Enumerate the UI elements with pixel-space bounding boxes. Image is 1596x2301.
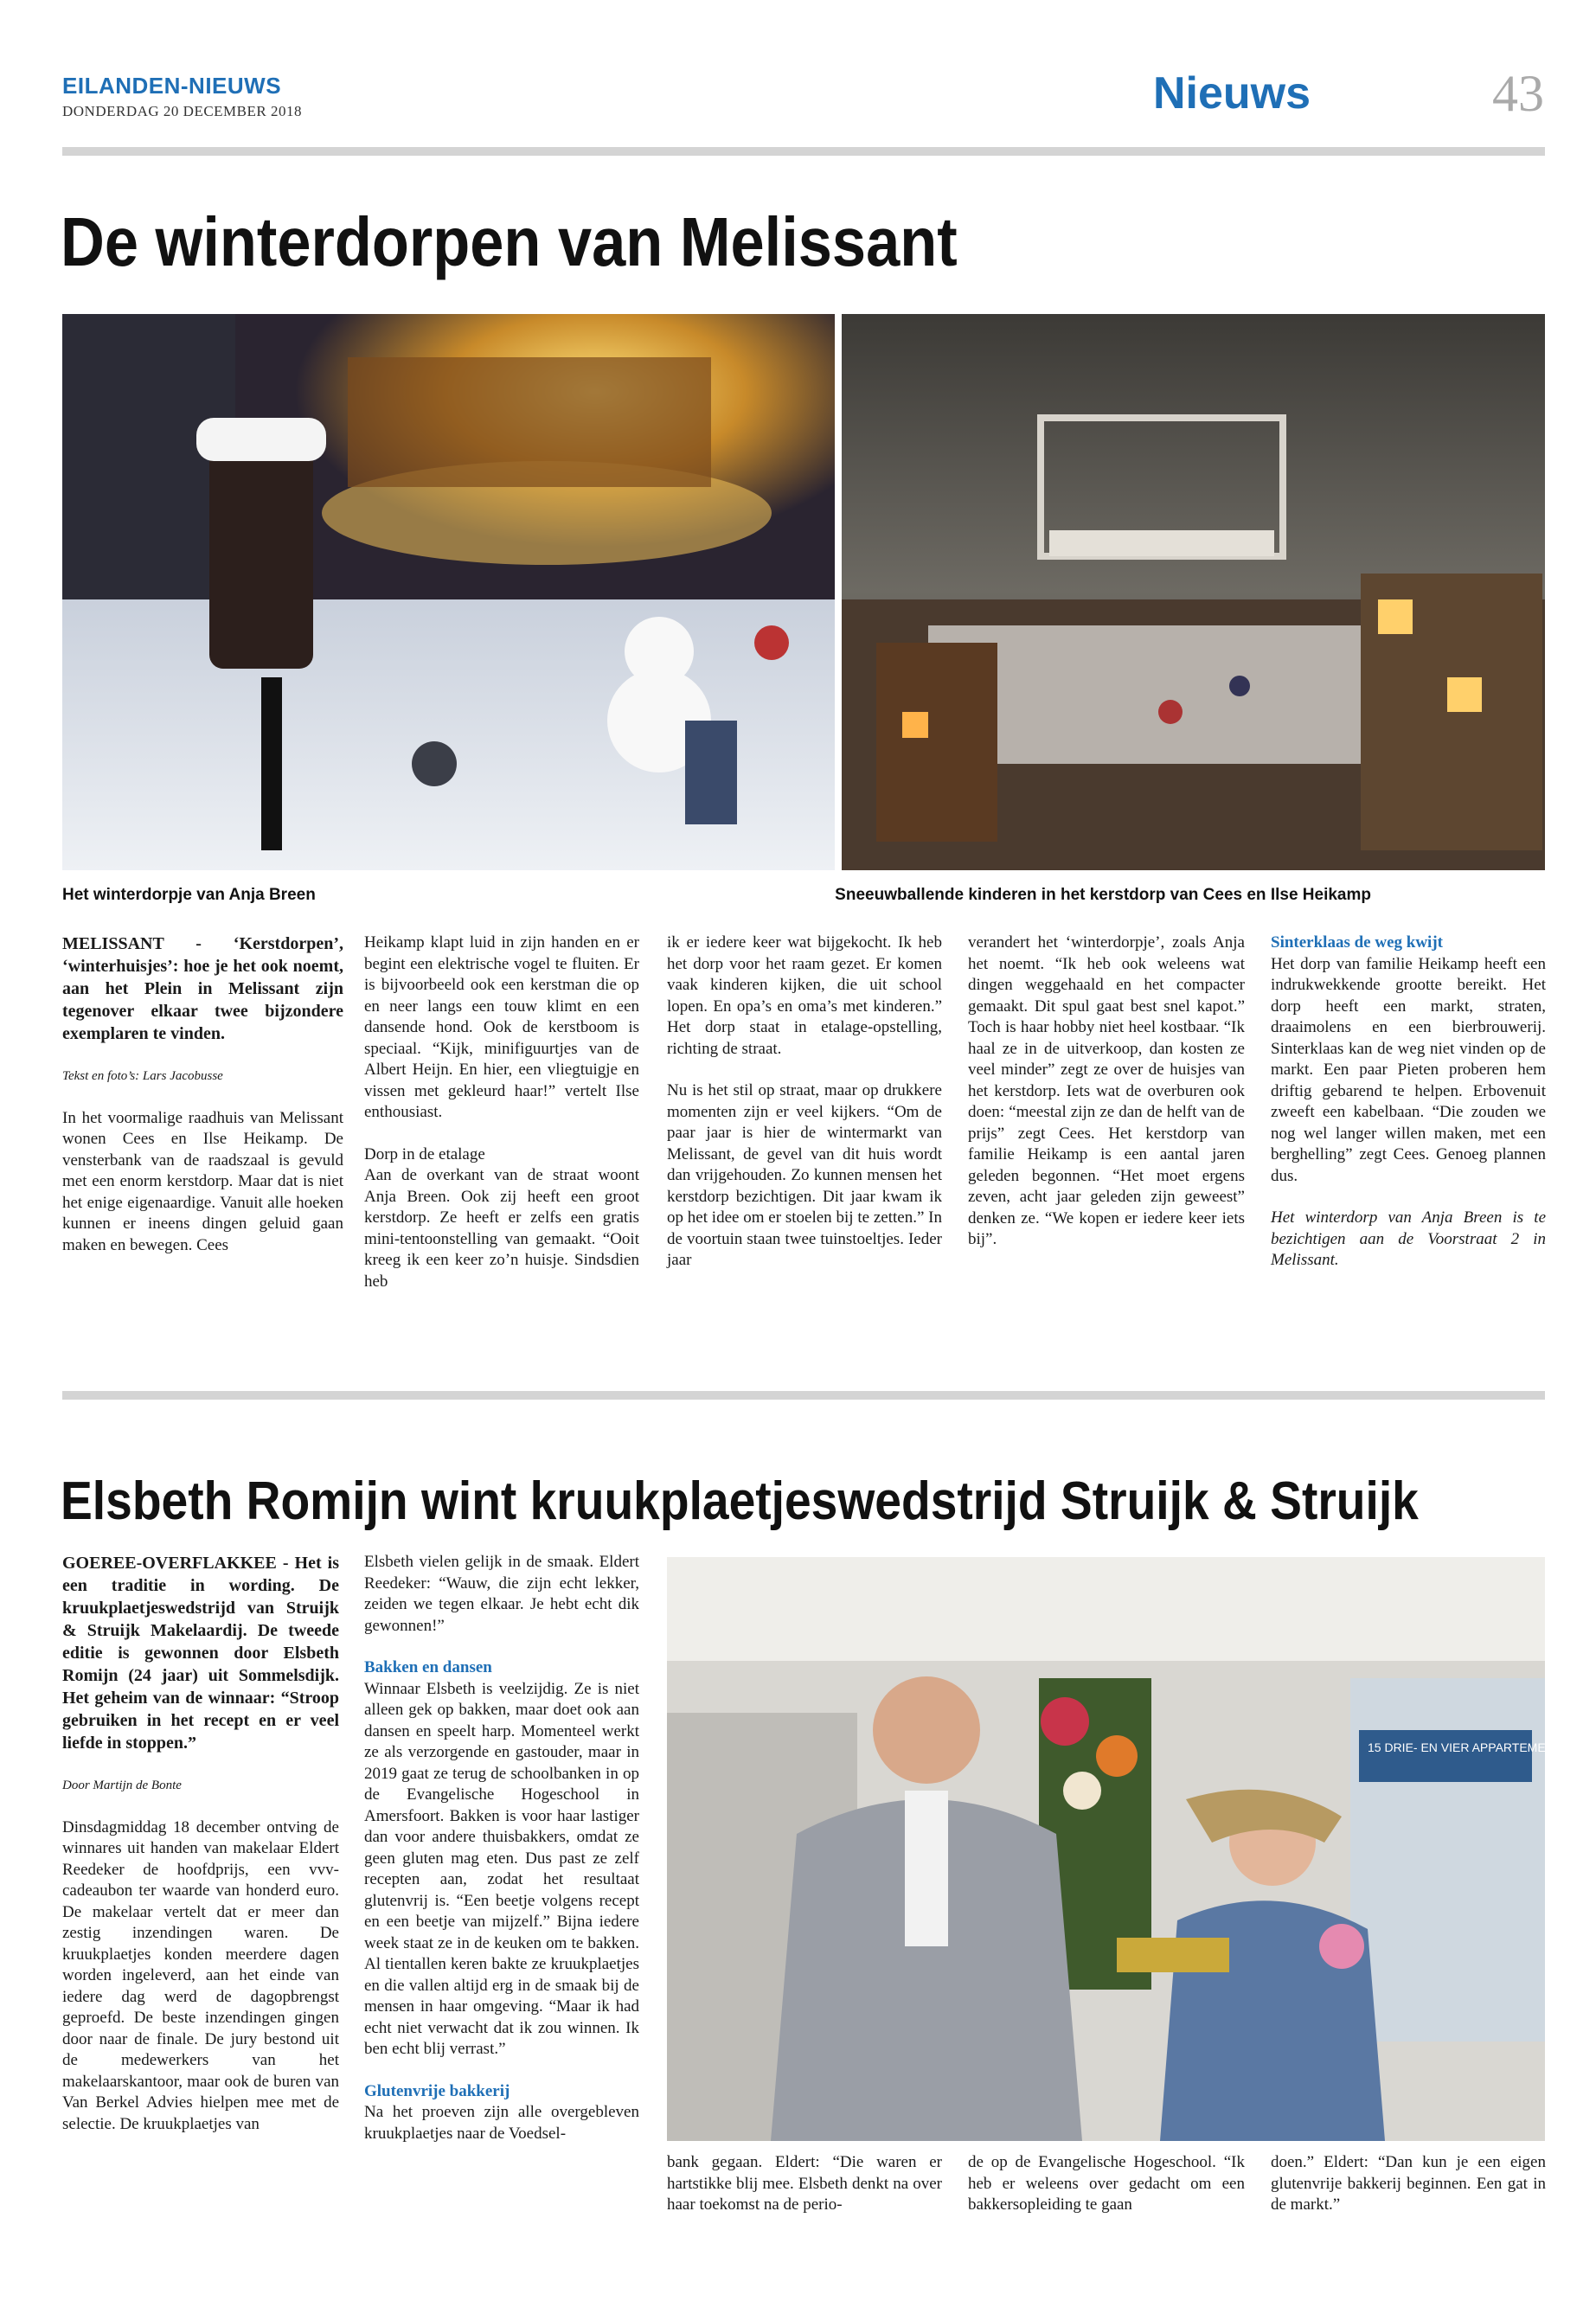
- article2-paragraph: Dinsdagmiddag 18 december ontving de winnares uit handen van makelaar Eldert Reedeker de hoofdprijs, een vvv-cadeaubon ter waarde van honderd euro. De makelaar vertelt dat er meer dan zestig inzendingen waren. De kruukplaetjes konden meerdere dagen worden ingeleverd, aan het einde van iedere dag werd de dagopbrengst geproefd. De beste inzendingen gingen door naar de finale. De jury bestond uit de medewerkers van het makelaarskantoor, maar ook de buren van Van Berkel Advies hielpen mee met de selectie. De kruukplaetjes van: [62, 1817, 339, 2133]
- article2-headline: Elsbeth Romijn wint kruukplaetjeswedstrijd Struijk & Struijk: [61, 1471, 1419, 1531]
- article2-paragraph: de op de Evangelische Hogeschool. “Ik heb er weleens over gedacht om een bakkersopleiding te gaan: [968, 2153, 1245, 2214]
- photo-left-caption: Het winterdorpje van Anja Breen: [62, 886, 316, 904]
- article1-paragraph: Aan de overkant van de straat woont Anja Breen. Ook zij heeft een groot kerstdorp. Ze heeft er zelfs een gratis mini-tentoonstelling van gemaakt. “Ooit kreeg ik een keer zo’n huisje. Sindsdien heb: [364, 1166, 639, 1291]
- article1-paragraph: Het dorp van familie Heikamp heeft een indrukwekkende grootte bereikt. Het dorp heeft een markt, straten, draaimolens en een bierbrouwerij. Sinterklaas kan de weg niet vinden op de markt. Een paar Pieten proberen hem driftig gebarend te helpen. Erbovenuit zweeft een kabelbaan. “Die zouden we nog wel langer willen maken, met een berghelling” zegt Cees. Genoeg plannen dus.: [1271, 954, 1546, 1185]
- article1-headline: De winterdorpen van Melissant: [61, 203, 958, 280]
- photo-sign-text: 15 DRIE- EN VIER APPARTEMENTEN: [1368, 1740, 1579, 1754]
- article2-column-2: [364, 1552, 639, 2165]
- photo-prize-handover: [667, 1557, 1579, 2141]
- article-divider: [62, 1391, 1545, 1400]
- article2-column-3: [667, 2152, 942, 2237]
- article2-column-1: [62, 1552, 339, 2156]
- article2-paragraph: doen.” Eldert: “Dan kun je een eigen glutenvrije bakkerij beginnen. Een gat in de markt.”: [1271, 2153, 1546, 2214]
- article1-column-5: [1271, 933, 1546, 1292]
- page-number: 43: [1492, 65, 1544, 122]
- article2-byline: Door Martijn de Bonte: [62, 1779, 182, 1792]
- christmas-village-photo-left: [62, 314, 835, 870]
- article2-paragraph: bank gegaan. Eldert: “Die waren er hartstikke blij mee. Elsbeth denkt na over haar toekomst na de perio-: [667, 2153, 942, 2214]
- article1-column-3: [667, 933, 942, 1292]
- article1-paragraph: ik er iedere keer wat bijgekocht. Ik heb het dorp voor het raam gezet. Er komen vaak kinderen kijken, die uit school lopen. En opa’s en oma’s met kinderen.” Het dorp staat in etalage-opstelling, richting de straat.: [667, 933, 942, 1058]
- issue-date: DONDERDAG 20 DECEMBER 2018: [62, 103, 302, 119]
- prize-handover-photo: [667, 1557, 1579, 2141]
- top-rule: [62, 147, 1545, 156]
- article1-column-1: [62, 933, 343, 1277]
- article2-paragraph: Na het proeven zijn alle overgebleven kruukplaetjes naar de Voedsel-: [364, 2103, 639, 2143]
- article2-paragraph: Winnaar Elsbeth is veelzijdig. Ze is niet alleen gek op bakken, maar doet ook aan dansen en speelt harp. Momenteel werkt ze als verzorgende en gastouder, maar in 2019 gaat ze terug de schoolbanken in op de Evangelische Hogeschool in Amersfoort. Bakken is voor haar lastiger dan voor andere thuisbakkers, omdat ze geen gluten mag eten. Dus past ze zelf recepten aan, zodat het resultaat glutenvrij is. “Een beetje volgens recept en een beetje van mijzelf.” Bijna iedere week staat ze in de keuken om te bakken. Al tientallen keren bakte ze kruukplaetjes en die vallen altijd erg in de smaak bij de mensen in haar omgeving. “Maar ik had echt niet verwacht dat ik zou winnen. Ik ben echt blij verrast.”: [364, 1679, 639, 2058]
- article2-column-5: [1271, 2152, 1546, 2237]
- article2-subhead-bakkerij: Glutenvrije bakkerij: [364, 2081, 510, 2100]
- article1-closing-note: Het winterdorp van Anja Breen is te bezichtigen aan de Voorstraat 2 in Melissant.: [1271, 1208, 1546, 1269]
- article1-column-2: [364, 933, 639, 1313]
- masthead: [62, 73, 302, 120]
- article1-subhead-etalage: Dorp in de etalage: [364, 1144, 485, 1163]
- article2-column-4: [968, 2152, 1245, 2237]
- newspaper-name: EILANDEN-NIEUWS: [62, 73, 282, 99]
- photo-heikamp-village: [842, 314, 1545, 870]
- article1-column-4: [968, 933, 1245, 1272]
- article2-paragraph: Elsbeth vielen gelijk in de smaak. Eldert Reedeker: “Wauw, die zijn echt lekker, zeiden we tegen elkaar. Je hebt echt dik gewonnen!”: [364, 1553, 639, 1635]
- article2-subhead-bakken: Bakken en dansen: [364, 1658, 492, 1676]
- article2-lead: GOEREE-OVERFLAKKEE - Het is een traditie in wording. De kruukplaetjeswedstrijd van Struijk & Struijk Makelaardij. De tweede editie is gewonnen door Elsbeth Romijn (24 jaar) uit Sommelsdijk. Het geheim van de winnaar: “Stroop gebruiken in het recept en er veel liefde in stoppen.”: [62, 1554, 339, 1753]
- article1-paragraph: Heikamp klapt luid in zijn handen en er begint een elektrische vogel te fluiten. Er is bijvoorbeeld ook een kerstman die op en neer langs een touw klimt en een dansende hond. Ook de kerstboom is speciaal. “Kijk, minifiguurtjes van de Albert Heijn. En hier, een vliegtuigje en vissen met gekleurd haar!” vertelt Ilse enthousiast.: [364, 933, 639, 1121]
- article1-byline: Tekst en foto’s: Lars Jacobusse: [62, 1069, 223, 1083]
- christmas-village-photo-right: [842, 314, 1545, 870]
- article1-paragraph: In het voormalige raadhuis van Melissant wonen Cees en Ilse Heikamp. De vensterbank van de raadszaal is gevuld met een enorm kerstdorp. Maar dat is niet het enige eigenaardige. Vanuit alle hoeken kunnen er ineens dingen geluid gaan maken en bewegen. Cees: [62, 1108, 343, 1254]
- section-label: Nieuws: [1152, 68, 1311, 119]
- article1-lead: MELISSANT - ‘Kerstdorpen’, ‘winterhuisjes’: hoe je het ook noemt, aan het Plein in Melissant zijn tegenover elkaar twee bijzondere exemplaren te vinden.: [62, 934, 343, 1043]
- article1-paragraph: Nu is het stil op straat, maar op drukkere momenten zijn er veel kijkers. “Om de paar jaar is hier de wintermarkt van Melissant, de gevel van dit huis wordt dan vrijgehouden. Zo kunnen mensen het kerstdorp bezichtigen. Dit jaar kwam ik op het idee om er stoelen bij te zetten.” In de voortuin staan twee tuinstoeltjes. Ieder jaar: [667, 1081, 942, 1269]
- article1-subhead-sinterklaas: Sinterklaas de weg kwijt: [1271, 933, 1443, 952]
- article1-paragraph: verandert het ‘winterdorpje’, zoals Anja het noemt. “Ik heb ook weleens wat dingen weggehaald en het compacter gemaakt. Dit spul gaat best snel kapot.” Toch is haar hobby niet heel kostbaar. “Ik haal ze in de uitverkoop, dan kosten ze veel minder” zegt ze over de huisjes van het kerstdorp. Iets wat de overburen ook doen: “meestal zijn ze dan de helft van de prijs” zegt Cees. Het kerstdorp van familie Heikamp is een aantal jaren geleden begonnen. “Het moet ergens zeven, acht jaar geleden zijn geweest” denken ze. “We kopen er iedere keer iets bij”.: [968, 933, 1245, 1248]
- photo-anja-breen-village: [62, 314, 835, 870]
- photo-right-caption: Sneeuwballende kinderen in het kerstdorp van Cees en Ilse Heikamp: [835, 886, 1371, 904]
